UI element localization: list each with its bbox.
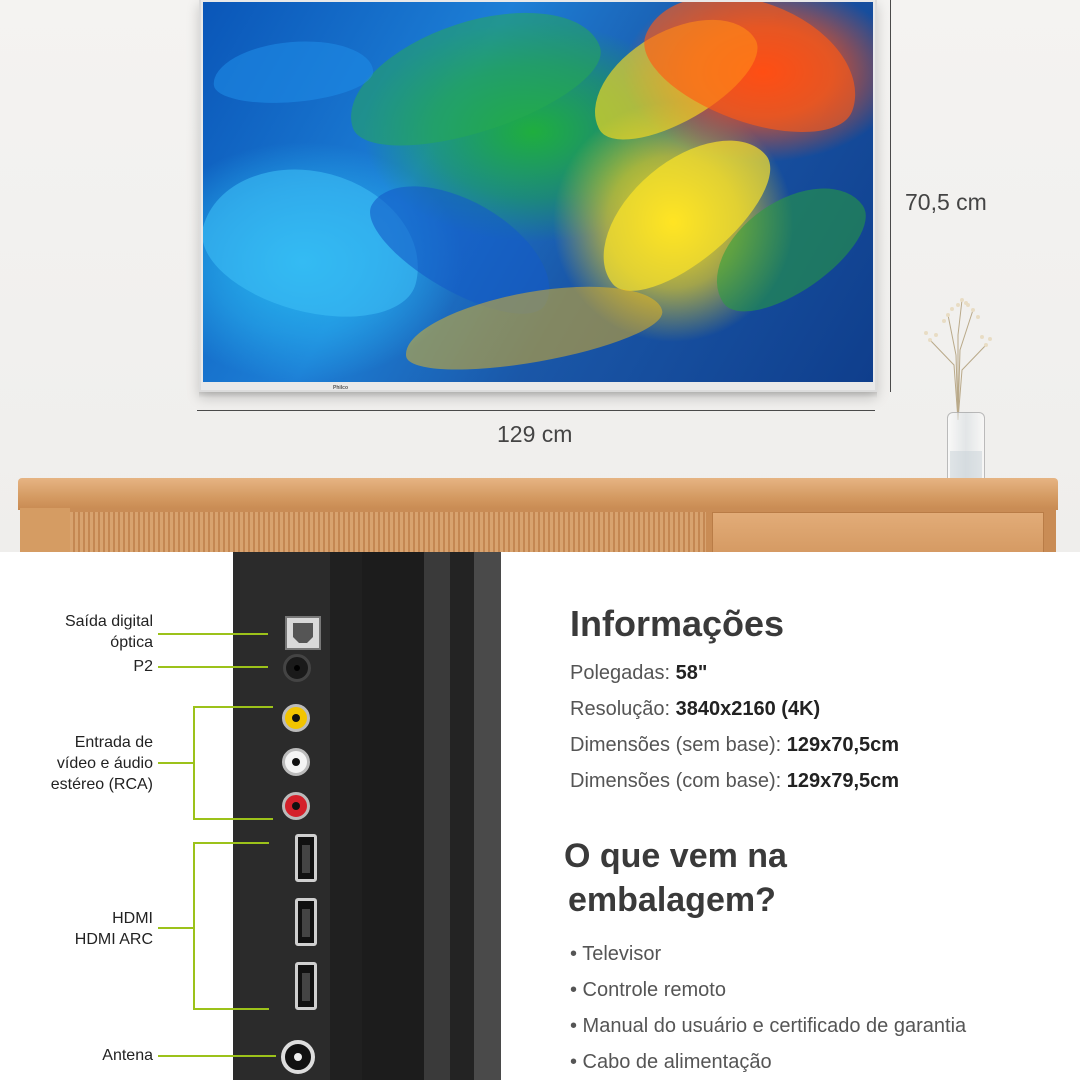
hdmi-label-line2: HDMI ARC <box>74 931 153 948</box>
spec-dimensions-no-base <box>570 734 899 757</box>
rca-bracket-bottom <box>193 818 273 820</box>
width-dimension-label: 129 cm <box>497 421 573 447</box>
spec-value: 129x70,5cm <box>786 734 900 756</box>
spec-label: Resolução: <box>570 698 676 720</box>
optical-label-line1: Saída digital <box>64 613 153 630</box>
tv-screen-image <box>203 2 873 382</box>
panel-edge <box>424 552 450 1080</box>
hdmi-port <box>295 834 317 882</box>
sideboard-top <box>18 478 1058 510</box>
dried-flowers <box>918 295 998 425</box>
antenna-connector-line <box>158 1055 276 1057</box>
optical-connector-line <box>158 633 268 635</box>
package-item: • Controle remoto <box>570 979 726 1001</box>
hdmi-bracket-bottom <box>193 1008 269 1010</box>
tv-shadow <box>199 392 877 398</box>
hdmi-port <box>295 898 317 946</box>
spec-value: 3840x2160 (4K) <box>675 698 821 720</box>
rca-audio-left-port <box>282 748 310 776</box>
p2-connector-line <box>158 666 268 668</box>
spec-section <box>0 552 1080 1080</box>
p2-label: P2 <box>133 658 153 675</box>
height-dimension-line <box>890 0 891 392</box>
package-title-line1: O que vem na <box>564 837 787 875</box>
rca-label <box>20 732 153 795</box>
panel-edge <box>474 552 501 1080</box>
antenna-port <box>281 1040 315 1074</box>
spec-dimensions-with-base <box>570 770 899 793</box>
rca-label-line3: estéreo (RCA) <box>50 776 153 793</box>
rca-audio-right-port <box>282 792 310 820</box>
p2-port <box>283 654 311 682</box>
package-item: • Televisor <box>570 943 662 965</box>
height-dimension-label: 70,5 cm <box>905 189 987 215</box>
spec-label: Dimensões (sem base): <box>570 734 787 756</box>
spec-label: Dimensões (com base): <box>570 770 787 792</box>
spec-value: 129x79,5cm <box>786 770 900 792</box>
sideboard-drawer <box>712 512 1044 552</box>
hdmi-port <box>295 962 317 1010</box>
panel-edge <box>330 552 362 1080</box>
rca-label-line2: vídeo e áudio <box>56 755 153 772</box>
optical-label <box>20 611 153 653</box>
hdmi-bracket <box>193 842 195 1010</box>
tv-set <box>199 0 877 392</box>
spec-label: Polegadas: <box>570 662 676 684</box>
rca-bracket-top <box>193 706 273 708</box>
glass-vase <box>947 412 985 488</box>
rca-label-line1: Entrada de <box>74 734 153 751</box>
hdmi-connector-line <box>158 927 194 929</box>
panel-edge <box>362 552 424 1080</box>
spec-value: 58" <box>675 662 708 684</box>
spec-resolution <box>570 698 820 721</box>
hdmi-label-line1: HDMI <box>112 910 153 927</box>
rca-bracket <box>193 706 195 820</box>
optical-label-line2: óptica <box>110 634 153 651</box>
info-title: Informações <box>570 603 785 644</box>
package-item: • Manual do usuário e certificado de garantia <box>570 1015 967 1037</box>
package-item: • Cabo de alimentação <box>570 1051 772 1073</box>
package-title <box>564 834 787 922</box>
antenna-label: Antena <box>102 1047 153 1064</box>
rca-video-port <box>282 704 310 732</box>
optical-port <box>285 616 321 650</box>
width-dimension-line <box>197 410 875 411</box>
hdmi-label <box>20 908 153 950</box>
sideboard-side <box>20 508 70 552</box>
hdmi-bracket-top <box>193 842 269 844</box>
tv-brand-logo: Philco <box>333 385 349 391</box>
package-title-line2: embalagem? <box>568 881 776 919</box>
panel-edge <box>450 552 474 1080</box>
spec-inches <box>570 662 707 685</box>
sideboard-slats <box>70 512 706 552</box>
rca-connector-line <box>158 762 194 764</box>
